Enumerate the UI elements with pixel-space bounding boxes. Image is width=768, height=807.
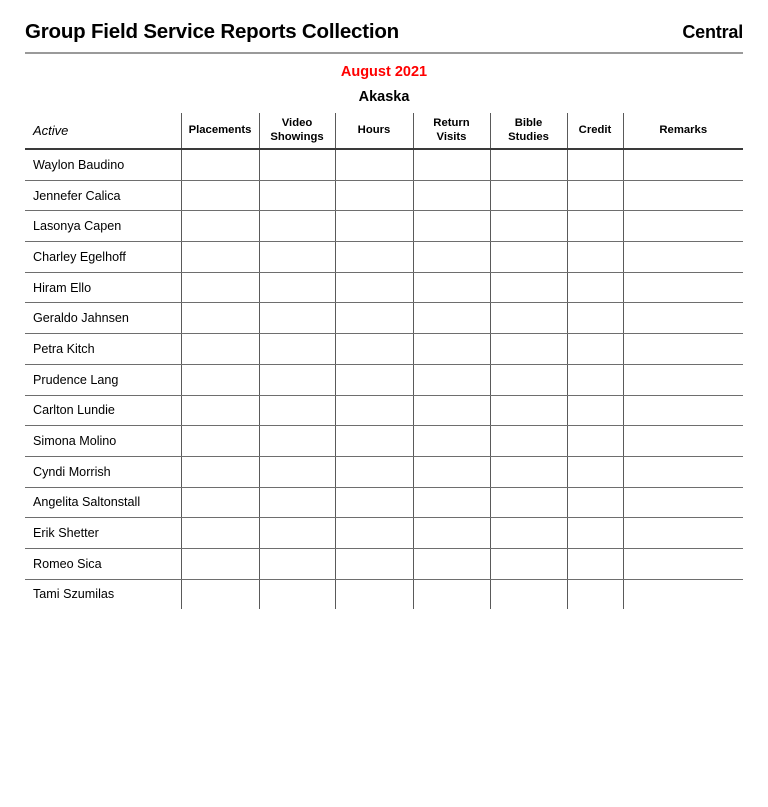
table-row bbox=[25, 364, 743, 395]
cell-placements[interactable] bbox=[181, 548, 259, 579]
cell-video-showings[interactable] bbox=[259, 334, 335, 365]
column-header-hours: Hours bbox=[335, 113, 413, 149]
cell-return-visits[interactable] bbox=[413, 579, 490, 609]
table-header bbox=[25, 113, 743, 149]
cell-bible-studies[interactable] bbox=[490, 518, 567, 549]
cell-hours[interactable] bbox=[335, 548, 413, 579]
cell-video-showings[interactable] bbox=[259, 149, 335, 180]
publisher-name-cell: Angelita Saltonstall bbox=[25, 487, 181, 518]
cell-credit[interactable] bbox=[567, 364, 623, 395]
cell-credit[interactable] bbox=[567, 211, 623, 242]
report-period: August 2021 bbox=[340, 64, 428, 80]
table-row bbox=[25, 426, 743, 457]
cell-video-showings[interactable] bbox=[259, 518, 335, 549]
cell-credit[interactable] bbox=[567, 303, 623, 334]
cell-remarks[interactable] bbox=[623, 211, 743, 242]
cell-bible-studies[interactable] bbox=[490, 456, 567, 487]
cell-credit[interactable] bbox=[567, 242, 623, 273]
publisher-name-cell: Hiram Ello bbox=[25, 272, 181, 303]
cell-credit[interactable] bbox=[567, 487, 623, 518]
cell-return-visits[interactable] bbox=[413, 518, 490, 549]
table-row bbox=[25, 456, 743, 487]
publisher-name-cell: Petra Kitch bbox=[25, 334, 181, 365]
cell-remarks[interactable] bbox=[623, 426, 743, 457]
cell-return-visits[interactable] bbox=[413, 334, 490, 365]
cell-placements[interactable] bbox=[181, 272, 259, 303]
cell-bible-studies[interactable] bbox=[490, 579, 567, 609]
table-row bbox=[25, 303, 743, 334]
table-row bbox=[25, 334, 743, 365]
table-row bbox=[25, 518, 743, 549]
cell-remarks[interactable] bbox=[623, 242, 743, 273]
cell-remarks[interactable] bbox=[623, 579, 743, 609]
cell-video-showings[interactable] bbox=[259, 211, 335, 242]
column-header-credit: Credit bbox=[567, 113, 623, 149]
cell-hours[interactable] bbox=[335, 180, 413, 211]
cell-bible-studies[interactable] bbox=[490, 242, 567, 273]
publisher-name-cell: Prudence Lang bbox=[25, 364, 181, 395]
cell-return-visits[interactable] bbox=[413, 364, 490, 395]
table-row bbox=[25, 487, 743, 518]
cell-hours[interactable] bbox=[335, 364, 413, 395]
publisher-name-cell: Waylon Baudino bbox=[25, 149, 181, 180]
cell-video-showings[interactable] bbox=[259, 364, 335, 395]
cell-bible-studies[interactable] bbox=[490, 426, 567, 457]
column-header-remarks: Remarks bbox=[623, 113, 743, 149]
cell-return-visits[interactable] bbox=[413, 487, 490, 518]
cell-placements[interactable] bbox=[181, 395, 259, 426]
cell-placements[interactable] bbox=[181, 180, 259, 211]
cell-video-showings[interactable] bbox=[259, 180, 335, 211]
cell-return-visits[interactable] bbox=[413, 395, 490, 426]
cell-remarks[interactable] bbox=[623, 364, 743, 395]
cell-remarks[interactable] bbox=[623, 334, 743, 365]
cell-bible-studies[interactable] bbox=[490, 487, 567, 518]
cell-remarks[interactable] bbox=[623, 180, 743, 211]
cell-placements[interactable] bbox=[181, 456, 259, 487]
cell-remarks[interactable] bbox=[623, 149, 743, 180]
publisher-name-cell: Lasonya Capen bbox=[25, 211, 181, 242]
masthead-divider bbox=[25, 52, 743, 54]
cell-hours[interactable] bbox=[335, 579, 413, 609]
cell-placements[interactable] bbox=[181, 303, 259, 334]
table-body bbox=[25, 149, 743, 609]
cell-bible-studies[interactable] bbox=[490, 334, 567, 365]
table-row bbox=[25, 242, 743, 273]
cell-placements[interactable] bbox=[181, 334, 259, 365]
cell-return-visits[interactable] bbox=[413, 303, 490, 334]
cell-bible-studies[interactable] bbox=[490, 180, 567, 211]
publisher-name-cell: Erik Shetter bbox=[25, 518, 181, 549]
cell-credit[interactable] bbox=[567, 579, 623, 609]
cell-return-visits[interactable] bbox=[413, 456, 490, 487]
table-row bbox=[25, 180, 743, 211]
publisher-name-cell: Jennefer Calica bbox=[25, 180, 181, 211]
cell-remarks[interactable] bbox=[623, 456, 743, 487]
publisher-name-cell: Tami Szumilas bbox=[25, 579, 181, 609]
cell-bible-studies[interactable] bbox=[490, 303, 567, 334]
cell-credit[interactable] bbox=[567, 456, 623, 487]
column-header-bible-studies: Bible Studies bbox=[490, 113, 567, 149]
cell-hours[interactable] bbox=[335, 272, 413, 303]
region-label: Central bbox=[682, 22, 743, 42]
cell-placements[interactable] bbox=[181, 242, 259, 273]
cell-remarks[interactable] bbox=[623, 518, 743, 549]
table-row bbox=[25, 211, 743, 242]
cell-placements[interactable] bbox=[181, 211, 259, 242]
cell-hours[interactable] bbox=[335, 487, 413, 518]
column-header-placements: Placements bbox=[181, 113, 259, 149]
cell-placements[interactable] bbox=[181, 149, 259, 180]
table-header-row bbox=[25, 113, 743, 149]
cell-bible-studies[interactable] bbox=[490, 149, 567, 180]
cell-video-showings[interactable] bbox=[259, 579, 335, 609]
cell-hours[interactable] bbox=[335, 334, 413, 365]
table-row bbox=[25, 579, 743, 609]
cell-credit[interactable] bbox=[567, 334, 623, 365]
masthead bbox=[25, 22, 743, 43]
cell-return-visits[interactable] bbox=[413, 242, 490, 273]
cell-bible-studies[interactable] bbox=[490, 395, 567, 426]
cell-hours[interactable] bbox=[335, 242, 413, 273]
cell-placements[interactable] bbox=[181, 364, 259, 395]
cell-hours[interactable] bbox=[335, 395, 413, 426]
publisher-name-cell: Charley Egelhoff bbox=[25, 242, 181, 273]
cell-placements[interactable] bbox=[181, 518, 259, 549]
cell-remarks[interactable] bbox=[623, 548, 743, 579]
publisher-name-cell: Carlton Lundie bbox=[25, 395, 181, 426]
cell-return-visits[interactable] bbox=[413, 149, 490, 180]
page-title: Group Field Service Reports Collection bbox=[25, 20, 400, 43]
cell-remarks[interactable] bbox=[623, 303, 743, 334]
cell-hours[interactable] bbox=[335, 456, 413, 487]
cell-hours[interactable] bbox=[335, 518, 413, 549]
table-row bbox=[25, 395, 743, 426]
cell-bible-studies[interactable] bbox=[490, 364, 567, 395]
cell-hours[interactable] bbox=[335, 303, 413, 334]
cell-bible-studies[interactable] bbox=[490, 548, 567, 579]
cell-hours[interactable] bbox=[335, 149, 413, 180]
cell-video-showings[interactable] bbox=[259, 395, 335, 426]
cell-credit[interactable] bbox=[567, 395, 623, 426]
cell-bible-studies[interactable] bbox=[490, 211, 567, 242]
cell-placements[interactable] bbox=[181, 487, 259, 518]
cell-hours[interactable] bbox=[335, 211, 413, 242]
cell-credit[interactable] bbox=[567, 180, 623, 211]
cell-return-visits[interactable] bbox=[413, 211, 490, 242]
cell-return-visits[interactable] bbox=[413, 426, 490, 457]
cell-credit[interactable] bbox=[567, 426, 623, 457]
column-header-video-showings: Video Showings bbox=[259, 113, 335, 149]
publisher-name-cell: Geraldo Jahnsen bbox=[25, 303, 181, 334]
cell-video-showings[interactable] bbox=[259, 487, 335, 518]
cell-credit[interactable] bbox=[567, 149, 623, 180]
publisher-name-cell: Cyndi Morrish bbox=[25, 456, 181, 487]
cell-return-visits[interactable] bbox=[413, 548, 490, 579]
column-header-active: Active bbox=[25, 113, 181, 149]
cell-video-showings[interactable] bbox=[259, 242, 335, 273]
cell-video-showings[interactable] bbox=[259, 272, 335, 303]
cell-video-showings[interactable] bbox=[259, 548, 335, 579]
table-row bbox=[25, 548, 743, 579]
cell-video-showings[interactable] bbox=[259, 426, 335, 457]
cell-video-showings[interactable] bbox=[259, 456, 335, 487]
cell-hours[interactable] bbox=[335, 426, 413, 457]
cell-credit[interactable] bbox=[567, 518, 623, 549]
service-reports-table bbox=[25, 113, 743, 609]
cell-return-visits[interactable] bbox=[413, 180, 490, 211]
group-name: Akaska bbox=[358, 89, 410, 105]
cell-placements[interactable] bbox=[181, 426, 259, 457]
cell-remarks[interactable] bbox=[623, 395, 743, 426]
cell-return-visits[interactable] bbox=[413, 272, 490, 303]
table-row bbox=[25, 272, 743, 303]
publisher-name-cell: Romeo Sica bbox=[25, 548, 181, 579]
cell-remarks[interactable] bbox=[623, 272, 743, 303]
cell-placements[interactable] bbox=[181, 579, 259, 609]
cell-credit[interactable] bbox=[567, 548, 623, 579]
column-header-return-visits: Return Visits bbox=[413, 113, 490, 149]
cell-remarks[interactable] bbox=[623, 487, 743, 518]
cell-video-showings[interactable] bbox=[259, 303, 335, 334]
cell-bible-studies[interactable] bbox=[490, 272, 567, 303]
table-row bbox=[25, 149, 743, 180]
cell-credit[interactable] bbox=[567, 272, 623, 303]
publisher-name-cell: Simona Molino bbox=[25, 426, 181, 457]
